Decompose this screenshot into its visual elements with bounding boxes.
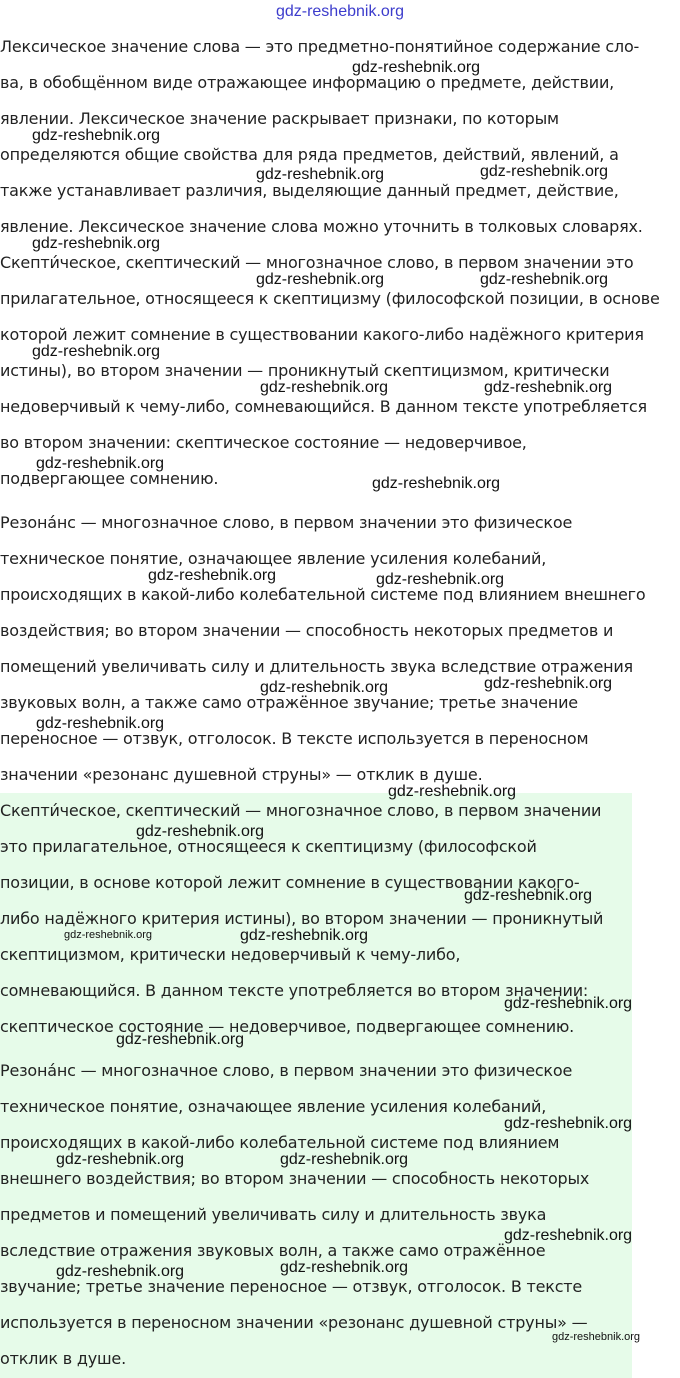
watermark-text: gdz-reshebnik.org [504,1227,633,1244]
text-line: которой лежит сомнение в существовании какого-либо надёжного критерия [0,325,644,344]
text-line: определяются общие свойства для ряда предметов, действий, явлений, а [0,145,619,164]
text-line: явлении. Лексическое значение раскрывает признаки, по которым [0,109,559,128]
watermark-text: gdz-reshebnik.org [36,715,165,732]
text-line: происходящих в какой-либо колебательной системе под влиянием внешнего [0,585,646,604]
text-line: ва, в обобщённом виде отражающее информацию о предмете, действии, [0,73,615,92]
watermark-text: gdz-reshebnik.org [464,887,593,904]
watermark-text: gdz-reshebnik.org [240,927,369,944]
text-line: скептицизмом, критически недоверчивый к чему-либо, [0,945,461,964]
watermark-text: gdz-reshebnik.org [484,379,613,396]
watermark-text: gdz-reshebnik.org [36,455,165,472]
watermark-text: gdz-reshebnik.org [552,1331,641,1343]
watermark-text: gdz-reshebnik.org [504,1115,633,1132]
text-line: техническое понятие, означающее явление усиления колебаний, [0,1097,547,1116]
text-line: звуковых волн, а также само отражённое звучание; третье значение [0,693,578,712]
watermark-text: gdz-reshebnik.org [484,675,613,692]
watermark-text: gdz-reshebnik.org [372,475,501,492]
text-line: также устанавливает различия, выделяющие данный предмет, действие, [0,181,619,200]
text-line: воздействия; во втором значении — способность некоторых предметов и [0,621,614,640]
watermark-text: gdz-reshebnik.org [376,571,505,588]
text-line: Резона́нс — многозначное слово, в первом значении это физическое [0,513,573,532]
text-line: Скепти́ческое, скептический — многозначное слово, в первом значении это [0,253,634,272]
text-line: используется в переносном значении «резонанс душевной струны» — [0,1313,588,1332]
watermark-text: gdz-reshebnik.org [280,1151,409,1168]
text-line: прилагательное, относящееся к скептицизму (философской позиции, в основе [0,289,660,308]
watermark-text: gdz-reshebnik.org [136,823,265,840]
text-line: внешнего воздействия; во втором значении — способность некоторых [0,1169,590,1188]
watermark-text: gdz-reshebnik.org [480,163,609,180]
text-line: во втором значении: скептическое состояние — недоверчивое, [0,433,527,452]
text-line: явление. Лексическое значение слова можно уточнить в толковых словарях. [0,217,643,236]
text-line: подвергающее сомнению. [0,469,219,488]
text-line: Лексическое значение слова — это предметно-понятийное содержание сло- [0,37,640,56]
watermark-text: gdz-reshebnik.org [32,127,161,144]
text-line: Резона́нс — многозначное слово, в первом значении это физическое [0,1061,573,1080]
text-line: скептическое состояние — недоверчивое, подвергающее сомнению. [0,1017,575,1036]
site-header[interactable]: gdz-reshebnik.org [275,3,405,20]
text-line: отклик в душе. [0,1349,126,1368]
text-line: помещений увеличивать силу и длительность звука вследствие отражения [0,657,633,676]
text-line: сомневающийся. В данном тексте употребляется во втором значении: [0,981,589,1000]
text-line: либо надёжного критерия истины), во втором значении — проникнутый [0,909,604,928]
text-line: вследствие отражения звуковых волн, а также само отражённое [0,1241,546,1260]
watermark-text: gdz-reshebnik.org [260,679,389,696]
watermark-text: gdz-reshebnik.org [260,379,389,396]
watermark-text: gdz-reshebnik.org [352,59,481,76]
text-line: Скепти́ческое, скептический — многозначное слово, в первом значении [0,801,602,820]
text-line: предметов и помещений увеличивать силу и длительность звука [0,1205,547,1224]
text-line: звучание; третье значение переносное — отзвук, отголосок. В тексте [0,1277,583,1296]
watermark-text: gdz-reshebnik.org [56,1151,185,1168]
text-line: позиции, в основе которой лежит сомнение в существовании какого- [0,873,580,892]
text-line: истины), во втором значении — проникнутый скептицизмом, критически [0,361,610,380]
watermark-text: gdz-reshebnik.org [504,995,633,1012]
text-line: недоверчивый к чему-либо, сомневающийся. В данном тексте употребляется [0,397,647,416]
watermark-text: gdz-reshebnik.org [32,343,161,360]
watermark-text: gdz-reshebnik.org [32,235,161,252]
watermark-text: gdz-reshebnik.org [116,1031,245,1048]
watermark-text: gdz-reshebnik.org [148,567,277,584]
text-line: техническое понятие, означающее явление усиления колебаний, [0,549,547,568]
watermark-text: gdz-reshebnik.org [256,271,385,288]
text-line: это прилагательное, относящееся к скептицизму (философской [0,837,537,856]
text-line: значении «резонанс душевной струны» — отклик в душе. [0,765,483,784]
watermark-text: gdz-reshebnik.org [56,1263,185,1280]
watermark-text: gdz-reshebnik.org [480,271,609,288]
watermark-text: gdz-reshebnik.org [388,783,517,800]
text-line: происходящих в какой-либо колебательной системе под влиянием [0,1133,560,1152]
watermark-text: gdz-reshebnik.org [256,166,385,183]
text-line: переносное — отзвук, отголосок. В тексте используется в переносном [0,729,589,748]
watermark-text: gdz-reshebnik.org [64,929,153,941]
watermark-text: gdz-reshebnik.org [280,1259,409,1276]
